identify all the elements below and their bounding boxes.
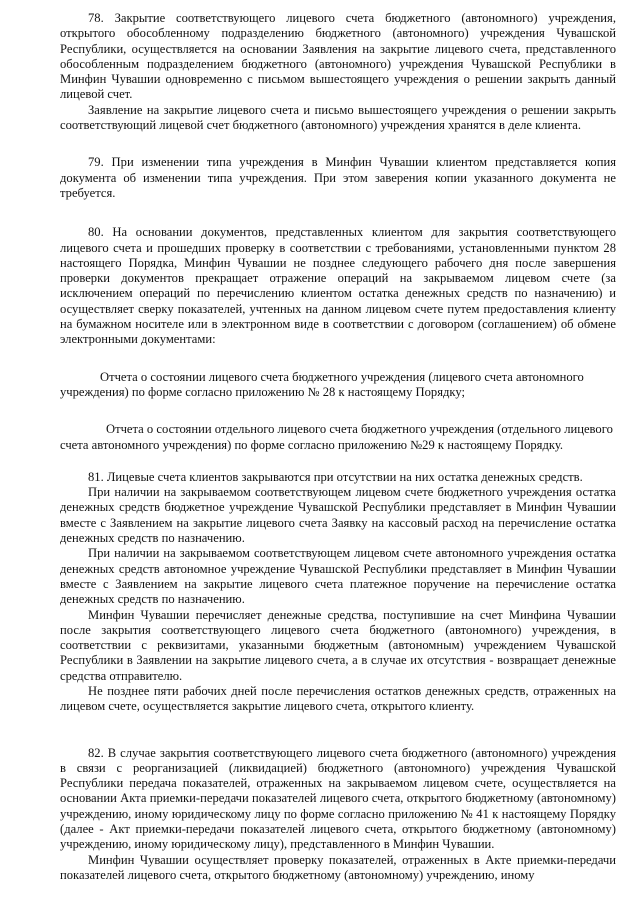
paragraph-81-budget: При наличии на закрываемом соответствующем лицевом счете бюджетного учреждения остатка денежных средств бюджетное учреждение Чувашской Республики представляет в Минфин Чувашии вместе с Заявлением на закрытие лицевого счета Заявку на кассовый расход на перечисление остатка денежных средств по назначению. [60,485,616,546]
paragraph-82: 82. В случае закрытия соответствующего лицевого счета бюджетного (автономного) учреждения в связи с реорганизацией (ликвидацией) бюджетного (автономного) учреждения Чувашской Республики передача показателей, отраженных на закрываемом лицевом счете, осуществляется на основании Акта приемки-передачи показателей лицевого счета, открытого бюджетному (автономному) учреждению, иному юридическому лицу по форме согласно приложению № 41 к настоящему Порядку (далее - Акт приемки-передачи показателей лицевого счета, открытого бюджетному (автономному) учреждению, иному юридическому лицу), представленного в Минфин Чувашии. [60,745,616,852]
paragraph-81-autonomous: При наличии на закрываемом соответствующем лицевом счете автономного учреждения остатка денежных средств автономное учреждение Чувашской Республики представляет в Минфин Чувашии вместе с Заявлением на закрытие лицевого счета платежное поручение на перечисление остатка денежных средств по назначению. [60,546,616,607]
paragraph-81: 81. Лицевые счета клиентов закрываются при отсутствии на них остатка денежных средств. [88,469,583,484]
paragraph-79: 79. При изменении типа учреждения в Минфин Чувашии клиентом представляется копия документа об изменении типа учреждения. При этом заверения копии указанного документа не требуется. [60,155,616,200]
paragraph-78-storage: Заявление на закрытие лицевого счета и письмо вышестоящего учреждения о решении закрыть соответствующий лицевой счет бюджетного (автономного) учреждения хранятся в деле клиента. [60,102,616,133]
paragraph-78: 78. Закрытие соответствующего лицевого счета бюджетного (автономного) учреждения, открытого обособленному подразделению бюджетного (автономного) учреждения Чувашской Республики, осуществляется на основании Заявления на закрытие лицевого счета, представленного обособленным подразделением бюджетного (автономного) учреждения Чувашской Республики в Минфин Чувашии одновременно с письмом вышестоящего учреждения о решении закрыть данный лицевой счет. [60,11,616,102]
paragraph-80-report-2: Отчета о состоянии отдельного лицевого счета бюджетного учреждения (отдельного лицевого счета автономного учреждения) по форме согласно приложению №29 к настоящему Порядку. [60,422,613,452]
paragraph-81-transfer: Минфин Чувашии перечисляет денежные средства, поступившие на счет Минфина Чувашии после закрытия соответствующего лицевого счета бюджетного (автономного) учреждения, в соответствии с реквизитами, указанными бюджетным (автономным) учреждением Чувашской Республики в Заявлении на закрытие лицевого счета, а в случае их отсутствия - возвращает денежные средства отправителю. [60,607,616,683]
paragraph-80: 80. На основании документов, представленных клиентом для закрытия соответствующего лицевого счета и прошедших проверку в соответствии с требованиями, установленными пунктом 28 настоящего Порядка, Минфин Чувашии не позднее следующего рабочего дня после завершения проверки документов прекращает отражение операций на закрываемом лицевом счете (за исключением операций по перечислению клиентом остатка денежных средств по назначению) и осуществляет сверку показателей, учтенных на данном лицевом счете путем предоставления клиенту на бумажном носителе или в электронном виде в соответствии с договором (соглашением) об обмене электронными документами: [60,225,616,347]
paragraph-82-check: Минфин Чувашии осуществляет проверку показателей, отраженных в Акте приемки-передачи показателей лицевого счета, открытого бюджетному (автономному) учреждению, иному [60,852,616,882]
paragraph-81-closing: Не позднее пяти рабочих дней после перечисления остатков денежных средств, отраженных на лицевом счете, осуществляется закрытие лицевого счета, открытого клиенту. [60,683,616,714]
document-page [60,11,616,883]
paragraph-80-report-1: Отчета о состоянии лицевого счета бюджетного учреждения (лицевого счета автономного учреждения) по форме согласно приложению № 28 к настоящему Порядку; [60,369,584,399]
